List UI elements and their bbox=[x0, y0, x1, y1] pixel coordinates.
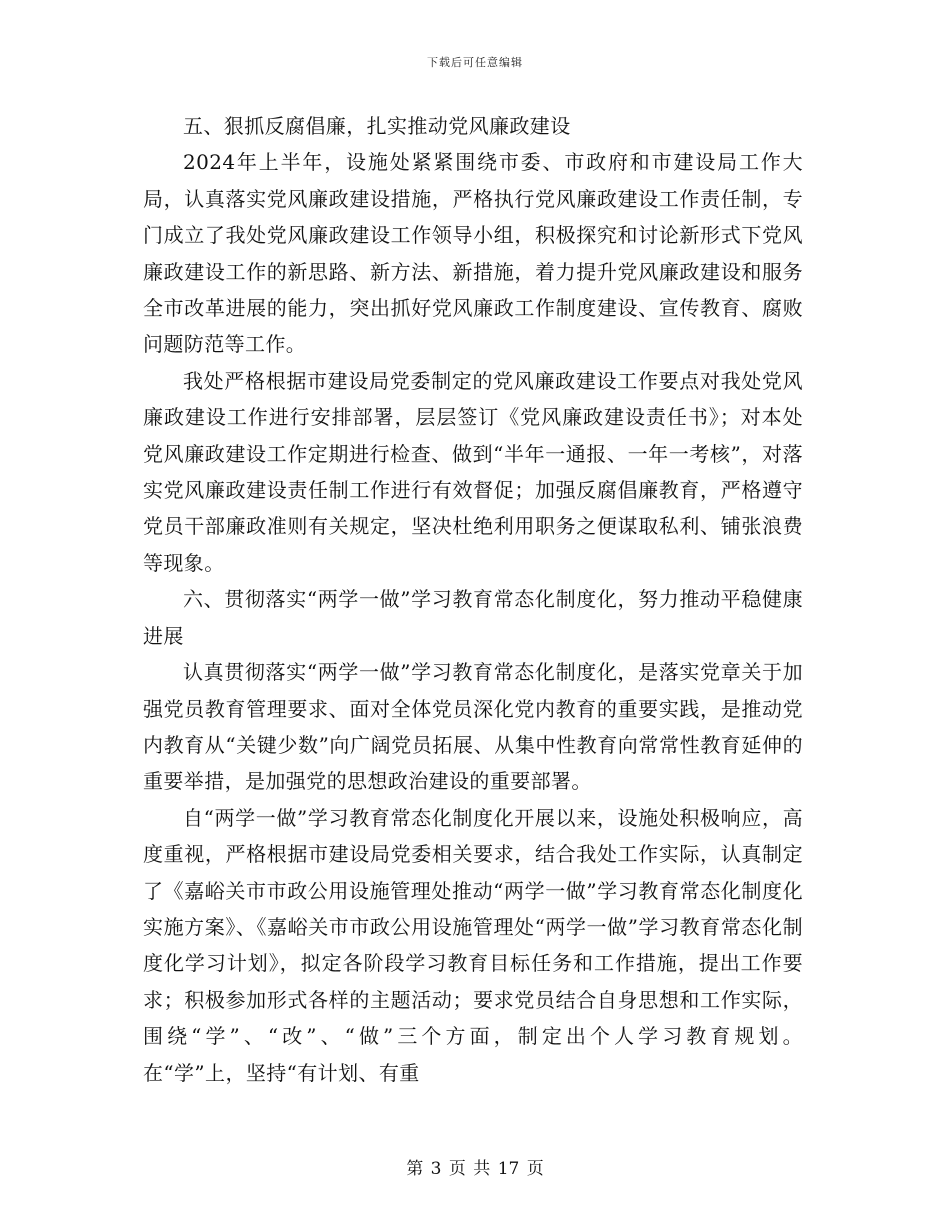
page-header-note: 下载后可任意编辑 bbox=[427, 56, 523, 69]
section-heading-6: 六、贯彻落实“两学一做”学习教育常态化制度化，努力推动平稳健康进展 bbox=[143, 587, 803, 648]
body-paragraph: 2024年上半年，设施处紧紧围绕市委、市政府和市建设局工作大局，认真落实党风廉政建设措施，严格执行党风廉政建设工作责任制，专门成立了我处党风廉政建设工作领导小组，积极探究和讨论新形式下党风廉政建设工作的新思路、新方法、新措施，着力提升党风廉政建设和服务全市改革进展的能力，突出抓好党风廉政工作制度建设、宣传教育、腐败问题防范等工作。 bbox=[143, 150, 803, 357]
section-heading-5: 五、狠抓反腐倡廉，扎实推动党风廉政建设 bbox=[183, 114, 571, 138]
page-number: 第 3 页 共 17 页 bbox=[406, 1159, 544, 1179]
body-paragraph: 我处严格根据市建设局党委制定的党风廉政建设工作要点对我处党风廉政建设工作进行安排部署，层层签订《党风廉政建设责任书》；对本处党风廉政建设工作定期进行检查、做到“半年一通报、一年一考核”，对落实党风廉政建设责任制工作进行有效督促；加强反腐倡廉教育，严格遵守党员干部廉政准则有关规定，坚决杜绝利用职务之便谋取私利、铺张浪费等现象。 bbox=[143, 368, 803, 575]
body-paragraph: 认真贯彻落实“两学一做”学习教育常态化制度化，是落实党章关于加强党员教育管理要求、面对全体党员深化党内教育的重要实践，是推动党内教育从“关键少数”向广阔党员拓展、从集中性教育向常常性教育延伸的重要举措，是加强党的思想政治建设的重要部署。 bbox=[143, 660, 803, 794]
body-paragraph: 自“两学一做”学习教育常态化制度化开展以来，设施处积极响应，高度重视，严格根据市建设局党委相关要求，结合我处工作实际，认真制定了《嘉峪关市市政公用设施管理处推动“两学一做”学习教育常态化制度化实施方案》、《嘉峪关市市政公用设施管理处“两学一做”学习教育常态化制度化学习计划》，拟定各阶段学习教育目标任务和工作措施，提出工作要求；积极参加形式各样的主题活动；要求党员结合自身思想和工作实际，围绕“学”、“改”、“做”三个方面，制定出个人学习教育规划。 在“学”上，坚持“有计划、有重 bbox=[143, 805, 803, 1085]
document-body bbox=[143, 108, 803, 1091]
